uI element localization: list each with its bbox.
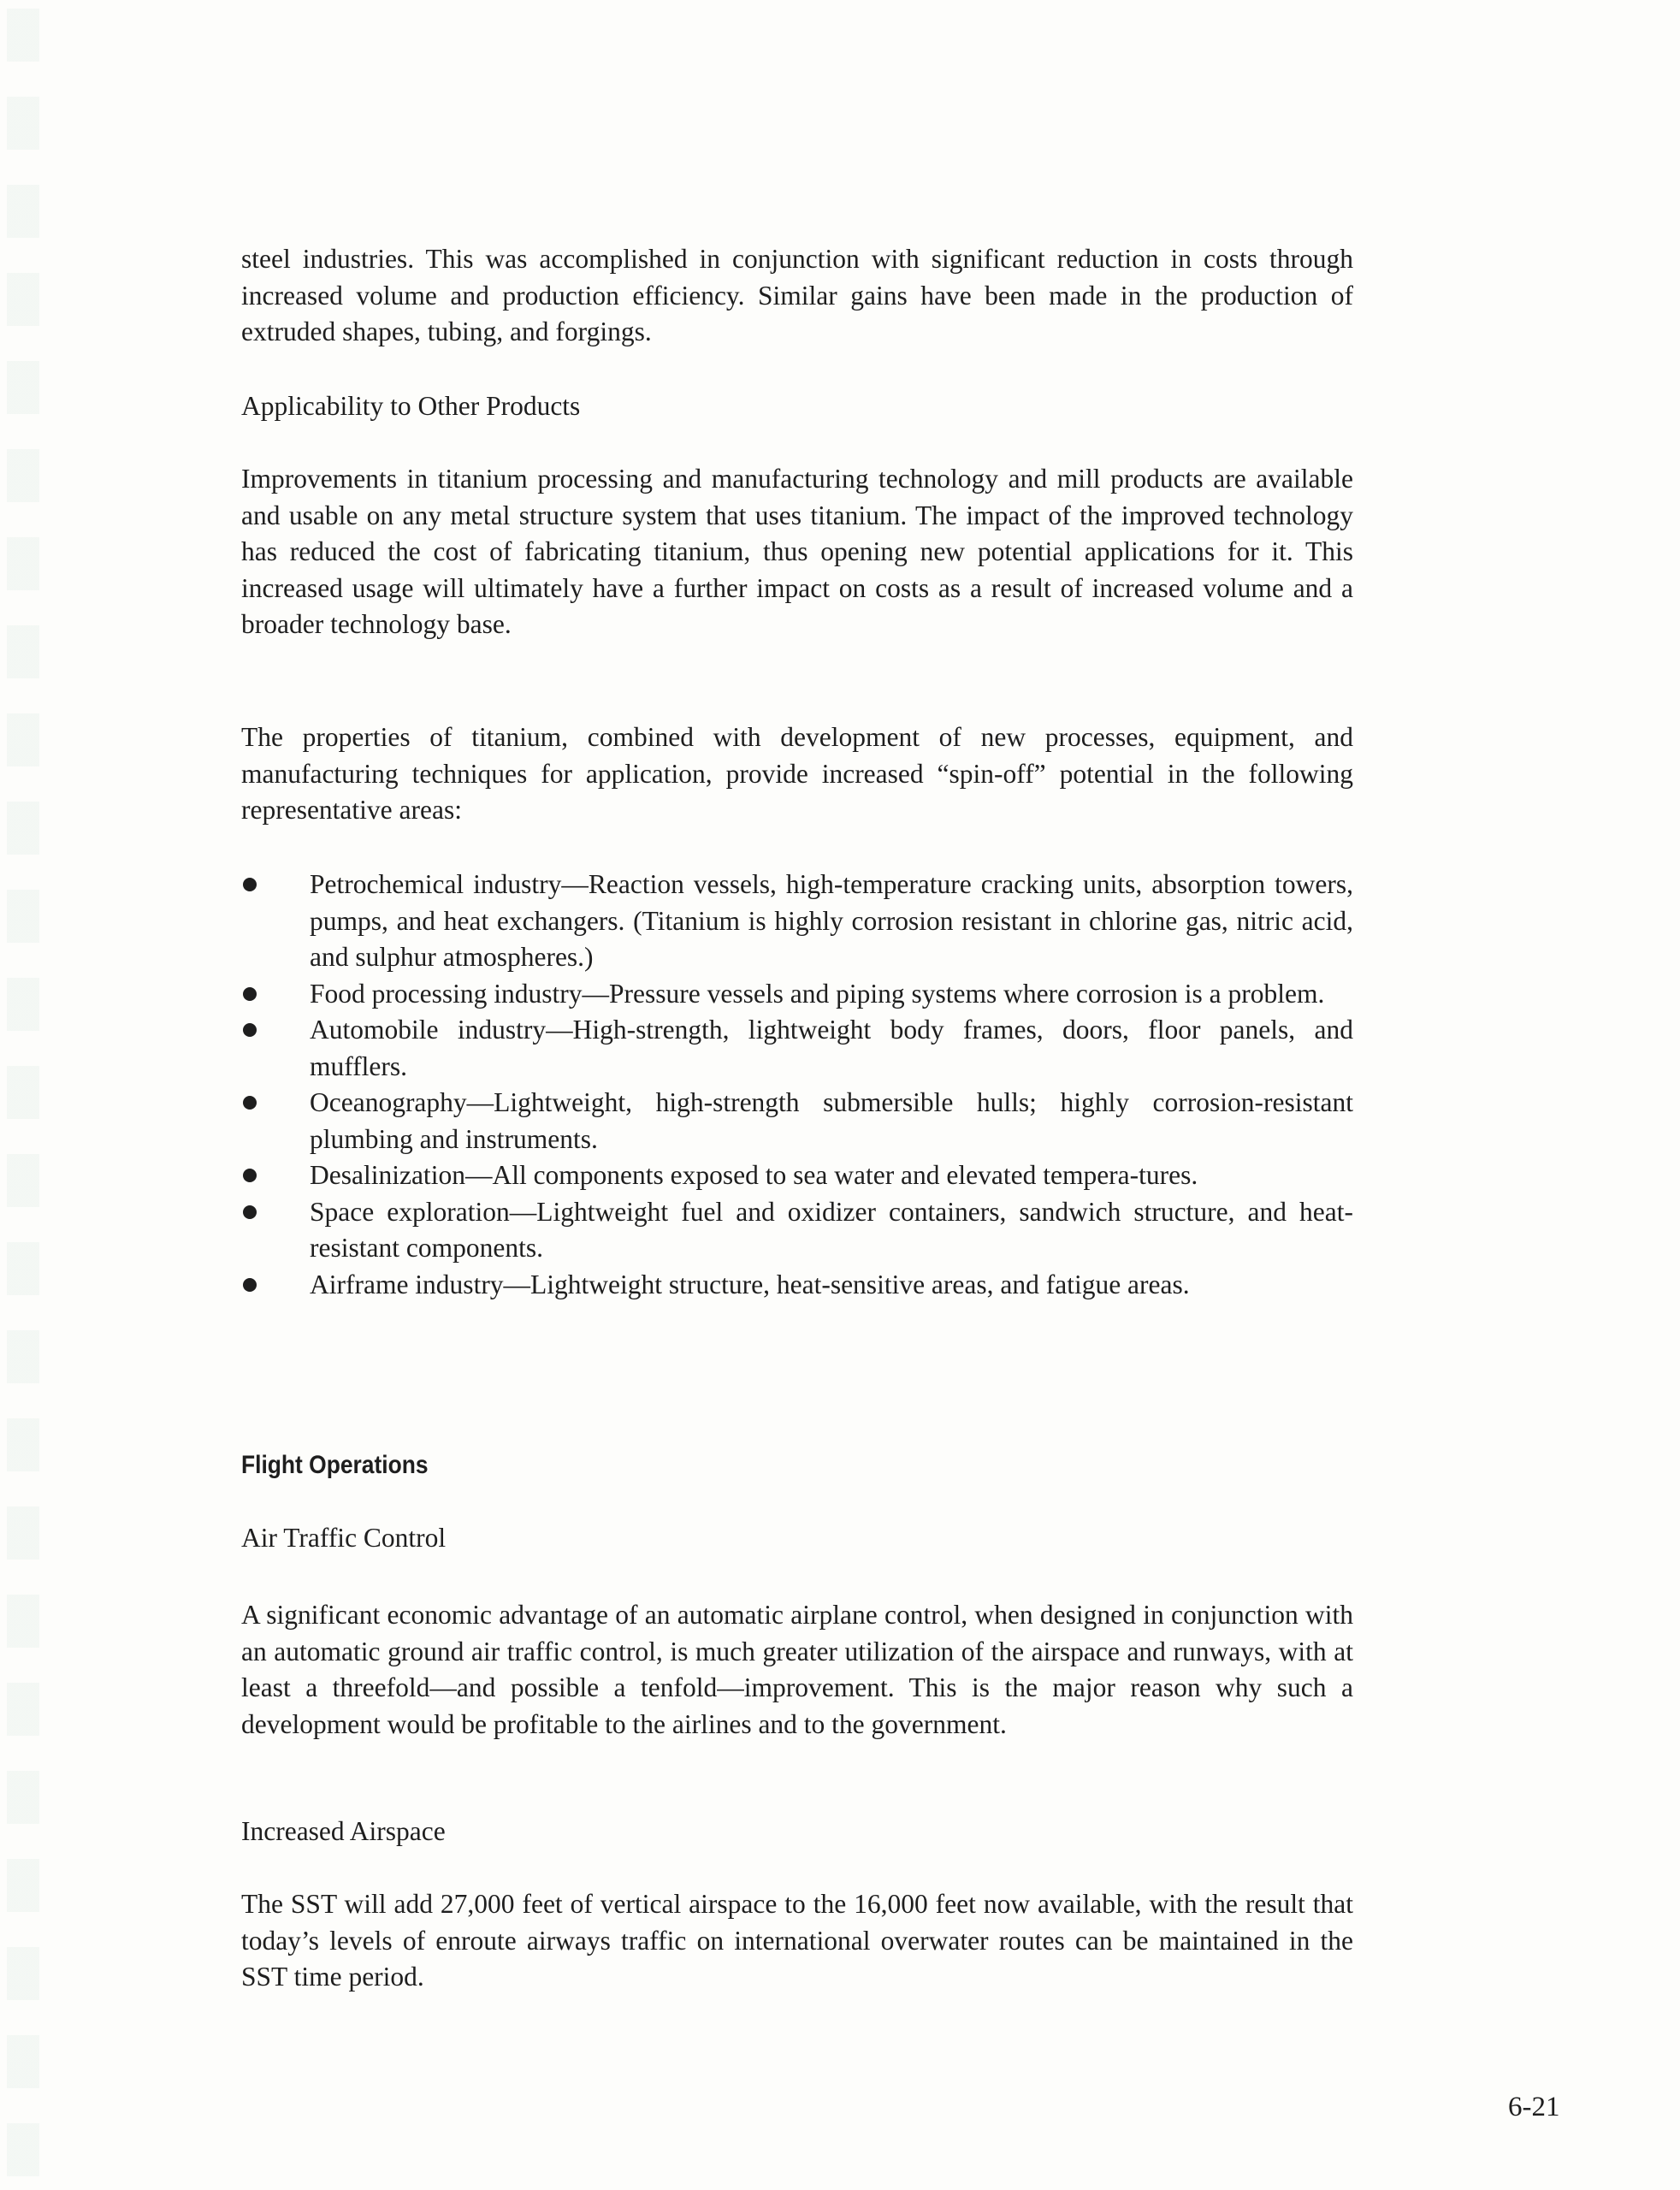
paragraph-increased-airspace <box>241 1886 1353 1996</box>
paragraph-text: A significant economic advantage of an automatic airplane control, when designed in conjunction with an automatic ground air traffic control, is much greater utilization of the airspace and runways, with at least a threefold—and possible a tenfold—improvement. This is the major reason why such a development would be profitable to the airlines and to the government. <box>241 1600 1353 1739</box>
page-number: 6-21 <box>1508 2092 1560 2122</box>
paragraph-improvements <box>241 461 1353 643</box>
paragraph-air-traffic-control <box>241 1597 1353 1743</box>
list-item-text: Automobile industry—High-strength, lightweight body frames, doors, floor panels, and mufflers. <box>310 1015 1353 1081</box>
list-item <box>241 1194 1353 1267</box>
list-item <box>241 1085 1353 1157</box>
index-tab-strip <box>7 9 39 2181</box>
section-heading-flight-operations: Flight Operations <box>241 1451 429 1479</box>
list-item-text: Space exploration—Lightweight fuel and oxidizer containers, sandwich structure, and heat-resistant components. <box>310 1196 1353 1263</box>
subheading-applicability: Applicability to Other Products <box>241 391 581 421</box>
bullet-icon <box>243 987 257 1001</box>
bullet-icon <box>243 1205 257 1219</box>
list-item <box>241 1012 1353 1085</box>
subheading-air-traffic-control: Air Traffic Control <box>241 1523 447 1553</box>
spin-off-list <box>241 867 1353 1303</box>
list-item <box>241 867 1353 976</box>
paragraph-steel <box>241 241 1353 351</box>
bullet-icon <box>243 1278 257 1292</box>
paragraph-text: Improvements in titanium processing and manufacturing technology and mill products are available and usable on any metal structure system that uses titanium. The impact of the improved technology has reduced the cost of fabricating titanium, thus opening new potential applications for it. This increased usage will ultimately have a further impact on costs as a result of increased volume and a broader technology base. <box>241 464 1353 639</box>
list-item-text: Food processing industry—Pressure vessels and piping systems where corrosion is a problem. <box>310 978 1325 1009</box>
list-item <box>241 1267 1353 1304</box>
list-item-text: Desalinization—All components exposed to sea water and elevated tempera-tures. <box>310 1160 1198 1190</box>
paragraph-properties <box>241 719 1353 829</box>
paragraph-text: The properties of titanium, combined with development of new processes, equipment, and manufacturing techniques for application, provide increased “spin-off” potential in the following representative areas: <box>241 722 1353 825</box>
bullet-icon <box>243 1096 257 1110</box>
bullet-icon <box>243 1169 257 1182</box>
bullet-icon <box>243 878 257 891</box>
list-item-text: Oceanography—Lightweight, high-strength submersible hulls; highly corrosion-resistant plumbing and instruments. <box>310 1087 1353 1154</box>
list-item <box>241 1157 1353 1194</box>
paragraph-text: The SST will add 27,000 feet of vertical airspace to the 16,000 feet now available, with the result that today’s levels of enroute airways traffic on international overwater routes can be maintained in the SST time period. <box>241 1889 1353 1992</box>
subheading-increased-airspace: Increased Airspace <box>241 1816 446 1846</box>
paragraph-text: steel industries. This was accomplished in conjunction with significant reduction in costs through increased volume and production efficiency. Similar gains have been made in the production of extruded shapes, tubing, and forgings. <box>241 244 1353 346</box>
bullet-icon <box>243 1023 257 1037</box>
list-item-text: Airframe industry—Lightweight structure, heat-sensitive areas, and fatigue areas. <box>310 1269 1190 1299</box>
list-item-text: Petrochemical industry—Reaction vessels, high-temperature cracking units, absorption towers, pumps, and heat exchangers. (Titanium is highly corrosion resistant in chlorine gas, nitric acid, and sulphur atmospheres.) <box>310 869 1353 972</box>
list-item <box>241 976 1353 1013</box>
